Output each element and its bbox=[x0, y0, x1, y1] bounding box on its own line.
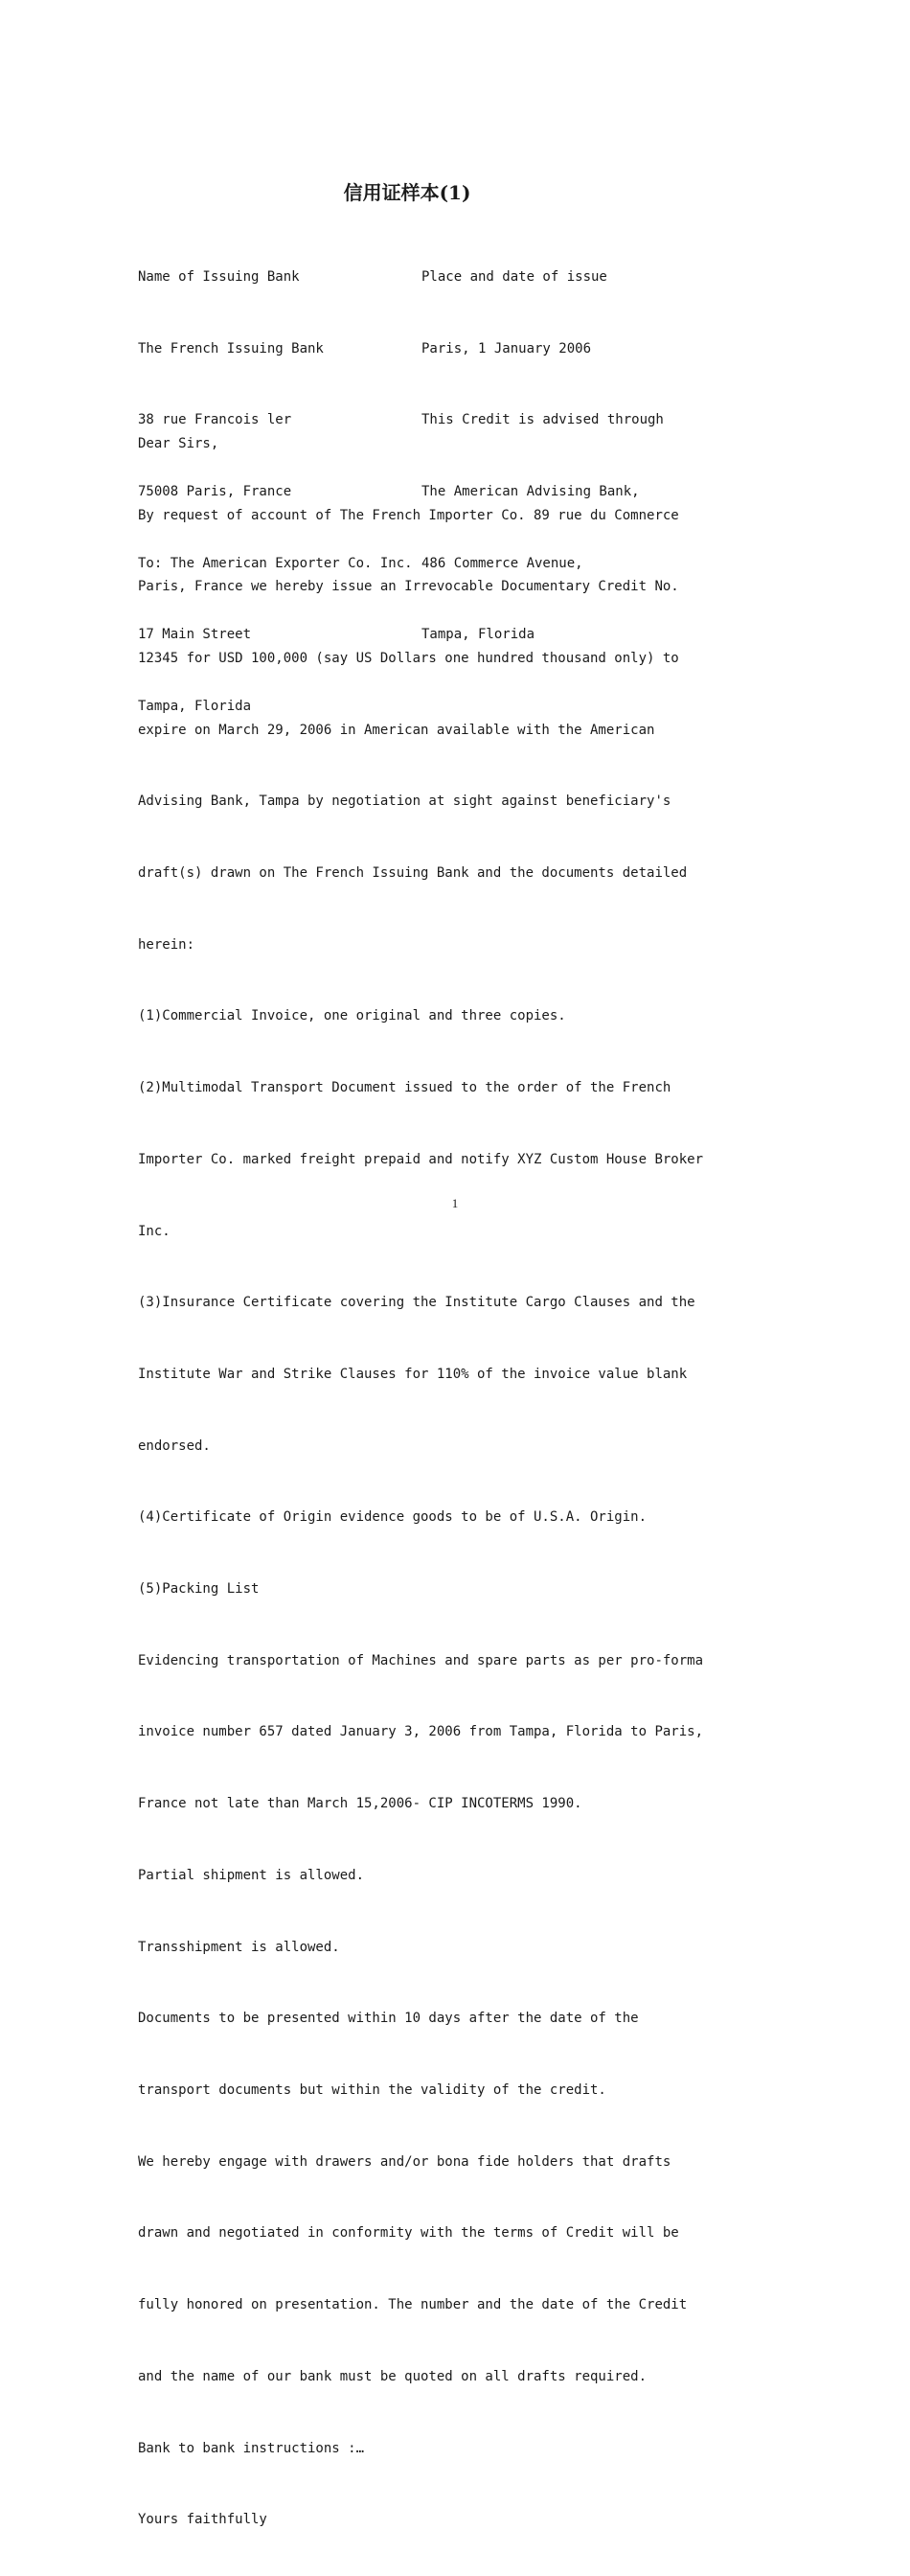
body-line: and the name of our bank must be quoted on all drafts required. bbox=[138, 2368, 648, 2384]
body-line: (2)Multimodal Transport Document issued to the order of the French bbox=[138, 1080, 671, 1096]
body-line: By request of account of The French Importer Co. 89 rue du Comnerce bbox=[138, 507, 679, 523]
header-right-line: The American Advising Bank, bbox=[421, 483, 640, 499]
body-line: Importer Co. marked freight prepaid and notify XYZ Custom House Broker bbox=[138, 1151, 704, 1167]
body-line: (1)Commercial Invoice, one original and three copies. bbox=[138, 1008, 566, 1024]
page-number: 1 bbox=[451, 1196, 459, 1210]
header-left-line: Tampa, Florida bbox=[138, 699, 252, 715]
body-line: Transshipment is allowed. bbox=[138, 1939, 340, 1955]
body-line: transport documents but within the validity of the credit. bbox=[138, 2082, 606, 2098]
header-left-line: Name of Issuing Bank bbox=[138, 268, 300, 285]
header-left-line: 17 Main Street bbox=[138, 627, 252, 643]
body-line: Bank to bank instructions :… bbox=[138, 2440, 365, 2456]
body-line: endorsed. bbox=[138, 1438, 211, 1454]
body-line: (3)Insurance Certificate covering the Institute Cargo Clauses and the bbox=[138, 1295, 695, 1311]
header-right-line: Paris, 1 January 2006 bbox=[421, 340, 592, 356]
body-line: Dear Sirs, bbox=[138, 435, 219, 451]
body-line: (5)Packing List bbox=[138, 1581, 260, 1598]
header-left-line: 38 rue Francois ler bbox=[138, 412, 292, 428]
body-line: herein: bbox=[138, 936, 195, 953]
document-title: 信用证样本(1) bbox=[343, 181, 471, 204]
body-line: Evidencing transportation of Machines and spare parts as per pro-forma bbox=[138, 1652, 704, 1668]
body-line: Documents to be presented within 10 days after the date of the bbox=[138, 2011, 639, 2027]
body-line: Paris, France we hereby issue an Irrevocable Documentary Credit No. bbox=[138, 579, 679, 595]
body-line: Inc. bbox=[138, 1223, 171, 1239]
header-right-line: Tampa, Florida bbox=[421, 627, 535, 643]
body-line: draft(s) drawn on The French Issuing Bank and the documents detailed bbox=[138, 865, 688, 882]
body-line: Advising Bank, Tampa by negotiation at sight against beneficiary's bbox=[138, 794, 671, 810]
body-line: Institute War and Strike Clauses for 110% of the invoice value blank bbox=[138, 1366, 688, 1382]
header-right-line: Place and date of issue bbox=[421, 268, 607, 285]
body-line: expire on March 29, 2006 in American available with the American bbox=[138, 722, 655, 738]
body-line: (4)Certificate of Origin evidence goods to be of U.S.A. Origin. bbox=[138, 1509, 648, 1526]
header-left-line: To: The American Exporter Co. Inc. bbox=[138, 555, 413, 571]
body-line: 12345 for USD 100,000 (say US Dollars one hundred thousand only) to bbox=[138, 650, 679, 666]
body-line: drawn and negotiated in conformity with the terms of Credit will be bbox=[138, 2225, 679, 2242]
credit-body bbox=[138, 384, 703, 2576]
body-line: invoice number 657 dated January 3, 2006 from Tampa, Florida to Paris, bbox=[138, 1724, 704, 1740]
body-line: fully honored on presentation. The number and the date of the Credit bbox=[138, 2297, 688, 2313]
body-line: Yours faithfully bbox=[138, 2512, 267, 2528]
header-right-line: 486 Commerce Avenue, bbox=[421, 555, 583, 571]
body-line: Partial shipment is allowed. bbox=[138, 1867, 365, 1883]
body-line: We hereby engage with drawers and/or bona fide holders that drafts bbox=[138, 2153, 671, 2170]
header-right-line: This Credit is advised through bbox=[421, 412, 664, 428]
header-left-line: The French Issuing Bank bbox=[138, 340, 324, 356]
body-line: France not late than March 15,2006- CIP INCOTERMS 1990. bbox=[138, 1796, 582, 1812]
header-left-line: 75008 Paris, France bbox=[138, 483, 292, 499]
